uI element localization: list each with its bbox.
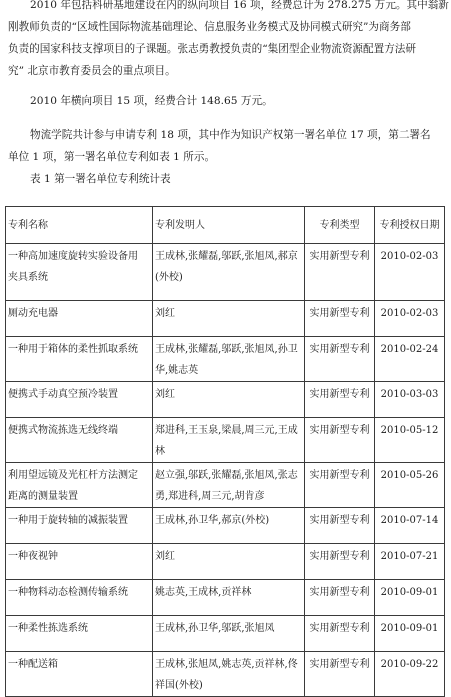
cell-inventors-line: 王成林,张旭凤,姚志英,贡祥林,佟 <box>155 659 298 670</box>
table-header-row <box>6 207 445 244</box>
paragraph-vertical-projects <box>8 0 449 82</box>
cell-patent-name <box>6 616 153 652</box>
cell-grant-date: 2010-09-01 <box>375 616 445 652</box>
cell-inventors-line: 赵立强,邬跃,张耀磊,张旭凤,张志 <box>155 470 298 481</box>
cell-grant-date: 2010-05-26 <box>375 463 445 508</box>
text-line: 刚教师负责的“区域性国际物流基础理论、信息服务业务模式及协同模式研究”为商务部 <box>8 21 411 33</box>
cell-inventors-line: 王成林,张耀磊,邬跃,张旭凤,孙卫 <box>155 344 298 355</box>
cell-inventors <box>153 652 305 697</box>
cell-patent-type: 实用新型专利 <box>305 301 375 337</box>
cell-inventors-line: 王成林,张耀磊,邬跃,张旭凤,郝京 <box>155 251 298 262</box>
cell-grant-date: 2010-07-14 <box>375 508 445 544</box>
cell-patent-type: 实用新型专利 <box>305 337 375 382</box>
cell-patent-name <box>6 244 153 301</box>
cell-patent-name-line: 一种夜视钟 <box>8 551 58 562</box>
cell-patent-type: 实用新型专利 <box>305 652 375 697</box>
cell-patent-name-line: 一种用于箱体的柔性抓取系统 <box>8 344 138 355</box>
cell-patent-name <box>6 337 153 382</box>
table-caption: 表 1 第一署名单位专利统计表 <box>30 173 171 185</box>
cell-patent-name-line: 一种配送箱 <box>8 659 58 670</box>
table-row <box>6 544 445 580</box>
header-patent-type: 专利类型 <box>305 207 375 244</box>
header-inventors: 专利发明人 <box>153 207 305 244</box>
cell-patent-name <box>6 544 153 580</box>
patent-table <box>5 206 445 697</box>
paragraph-patents <box>8 124 444 168</box>
cell-patent-type: 实用新型专利 <box>305 580 375 616</box>
cell-inventors-line: 刘红 <box>155 308 175 319</box>
cell-grant-date: 2010-02-03 <box>375 244 445 301</box>
cell-patent-type: 实用新型专利 <box>305 616 375 652</box>
cell-grant-date: 2010-03-03 <box>375 382 445 418</box>
text-line: 单位 1 项，第一署名单位专利如表 1 所示。 <box>8 151 216 163</box>
cell-patent-type: 实用新型专利 <box>305 418 375 463</box>
cell-inventors <box>153 244 305 301</box>
cell-inventors <box>153 580 305 616</box>
cell-patent-name-line: 厕动充电器 <box>8 308 58 319</box>
text-line: 究” 北京市教育委员会的重点项目。 <box>8 65 176 77</box>
table-row <box>6 580 445 616</box>
cell-patent-name <box>6 652 153 697</box>
table-row <box>6 337 445 382</box>
cell-grant-date: 2010-02-24 <box>375 337 445 382</box>
cell-patent-name-line: 距离的测量装置 <box>8 491 78 502</box>
cell-grant-date: 2010-02-03 <box>375 301 445 337</box>
cell-inventors-line: 王成林,孙卫华,郝京(外校) <box>155 515 270 526</box>
cell-inventors <box>153 463 305 508</box>
cell-inventors-line: 刘红 <box>155 551 175 562</box>
cell-patent-name <box>6 508 153 544</box>
cell-inventors <box>153 337 305 382</box>
table-row <box>6 244 445 301</box>
table-row <box>6 652 445 697</box>
paragraph-horizontal-projects <box>8 90 444 112</box>
cell-grant-date: 2010-09-22 <box>375 652 445 697</box>
cell-patent-name <box>6 463 153 508</box>
table-row <box>6 508 445 544</box>
cell-patent-type: 实用新型专利 <box>305 244 375 301</box>
cell-inventors-line: 王成林,孙卫华,邬跃,张旭凤 <box>155 623 275 634</box>
header-patent-name: 专利名称 <box>6 207 153 244</box>
table-row <box>6 382 445 418</box>
text-line: 负责的国家科技支撑项目的子课题。张志勇教授负责的“集团型企业物流资源配置方法研 <box>8 43 416 55</box>
cell-grant-date: 2010-07-21 <box>375 544 445 580</box>
cell-patent-name-line: 一种高加速度旋转实验设备用 <box>8 251 138 262</box>
cell-inventors-line: 华,姚志英 <box>155 365 199 376</box>
cell-inventors-line: 刘红 <box>155 389 175 400</box>
cell-patent-type: 实用新型专利 <box>305 544 375 580</box>
cell-inventors <box>153 616 305 652</box>
cell-inventors-line: 祥国(外校) <box>155 680 203 691</box>
text-line: 物流学院共计参与申请专利 18 项，其中作为知识产权第一署名单位 17 项，第二署名 <box>30 129 431 141</box>
cell-patent-name <box>6 301 153 337</box>
cell-patent-name-line: 便携式物流拣选无线终端 <box>8 425 118 436</box>
header-grant-date: 专利授权日期 <box>375 207 445 244</box>
table-row <box>6 301 445 337</box>
cell-patent-name <box>6 382 153 418</box>
cell-grant-date: 2010-05-12 <box>375 418 445 463</box>
cell-inventors-line: (外校) <box>155 272 183 283</box>
cell-patent-type: 实用新型专利 <box>305 463 375 508</box>
cell-patent-name-line: 利用望远镜及光杠杆方法测定 <box>8 470 138 481</box>
text-line: 2010 年横向项目 15 项，经费合计 148.65 万元。 <box>30 95 273 107</box>
text-line: 2010 年包括科研基地建设在内的纵向项目 16 项，经费总计为 278.275 万元。其中翁新 <box>30 0 449 11</box>
cell-patent-type: 实用新型专利 <box>305 508 375 544</box>
cell-grant-date: 2010-09-01 <box>375 580 445 616</box>
cell-inventors <box>153 418 305 463</box>
cell-inventors-line: 郑进科,王玉泉,梁晨,周三元,王成 <box>155 425 298 436</box>
cell-inventors-line: 林 <box>155 446 165 457</box>
cell-inventors <box>153 382 305 418</box>
cell-inventors <box>153 508 305 544</box>
cell-inventors <box>153 544 305 580</box>
cell-inventors <box>153 301 305 337</box>
cell-inventors-line: 姚志英,王成林,贡祥林 <box>155 587 252 598</box>
cell-patent-name-line: 一种物料动态检测传输系统 <box>8 587 128 598</box>
table-row <box>6 616 445 652</box>
cell-patent-name-line: 一种用于旋转轴的减振装置 <box>8 515 128 526</box>
cell-patent-name <box>6 418 153 463</box>
table-row <box>6 418 445 463</box>
table-row <box>6 463 445 508</box>
cell-patent-name-line: 一种柔性拣选系统 <box>8 623 88 634</box>
cell-inventors-line: 勇,郑进科,周三元,胡肯彦 <box>155 491 265 502</box>
cell-patent-name-line: 便携式手动真空预冷装置 <box>8 389 118 400</box>
cell-patent-name-line: 夹具系统 <box>8 272 48 283</box>
cell-patent-type: 实用新型专利 <box>305 382 375 418</box>
cell-patent-name <box>6 580 153 616</box>
